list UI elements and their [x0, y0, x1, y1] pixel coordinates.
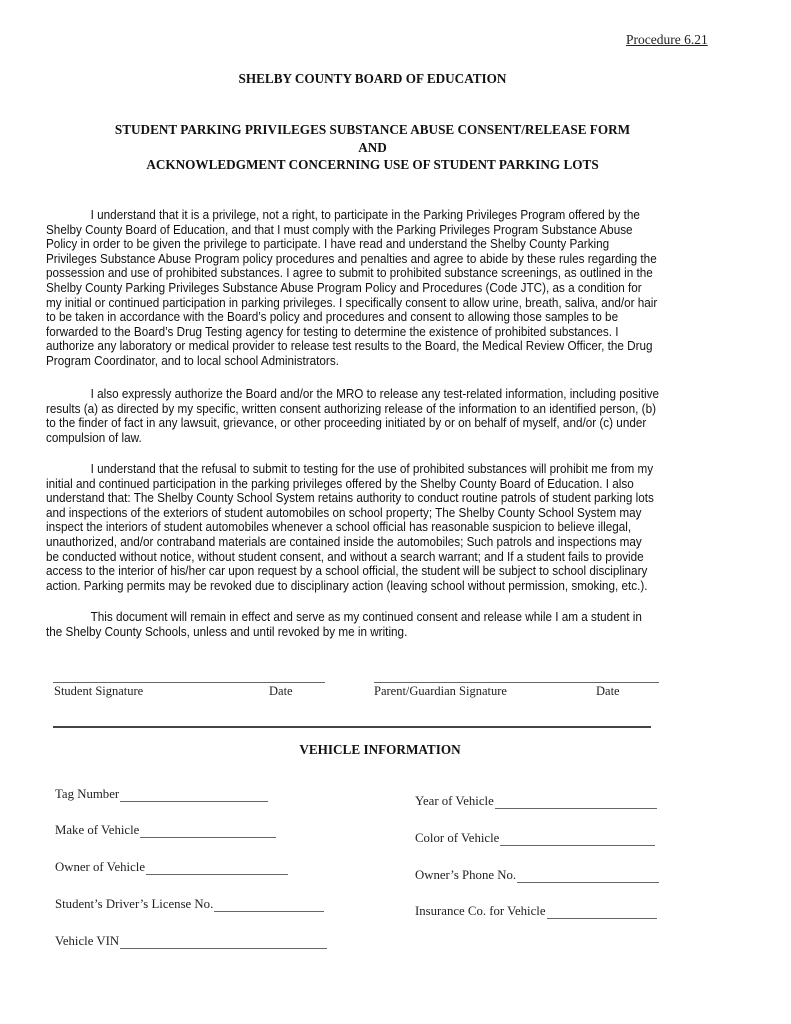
- consent-paragraph: [46, 208, 722, 369]
- year-of-vehicle-label: Year of Vehicle: [415, 794, 494, 808]
- paragraph-line: possession and use of prohibited substances. I agree to submit to prohibited substance screenings, as outlined in the: [46, 266, 653, 281]
- vehicle-vin-input[interactable]: [120, 936, 327, 949]
- make-of-vehicle-input[interactable]: [140, 825, 276, 838]
- color-of-vehicle-input[interactable]: [500, 833, 655, 846]
- paragraph-line: forwarded to the Board’s Drug Testing agency for testing to determine the existence of prohibited substances. I: [46, 324, 619, 339]
- form-title-line-3: ACKNOWLEDGMENT CONCERNING USE OF STUDENT PARKING LOTS: [146, 157, 599, 172]
- paragraph-line: Policy in order to be given the privilege to participate. I have read and understand the Shelby County Parking: [46, 237, 610, 252]
- paragraph-line: compulsion of law.: [46, 430, 142, 445]
- board-title: SHELBY COUNTY BOARD OF EDUCATION: [238, 71, 507, 86]
- parent-signature-label: Parent/Guardian Signature: [374, 684, 507, 698]
- effect-duration-paragraph: [46, 610, 722, 639]
- paragraph-line: and inspections of the exteriors of student automobiles on school property; The Shelby County School System may: [46, 505, 642, 520]
- color-of-vehicle-field[interactable]: [415, 831, 655, 846]
- vehicle-vin-label: Vehicle VIN: [55, 934, 120, 948]
- tag-number-input[interactable]: [120, 789, 268, 802]
- procedure-number: Procedure 6.21: [626, 32, 708, 47]
- paragraph-line: to be taken in accordance with the Board’s policy and procedures and consent to allowing those samples to be: [46, 310, 619, 325]
- student-date-label: Date: [269, 684, 293, 698]
- form-title-line-1: STUDENT PARKING PRIVILEGES SUBSTANCE ABUSE CONSENT/RELEASE FORM: [114, 122, 631, 137]
- form-title-line-2: AND: [358, 140, 387, 155]
- owners-phone-label: Owner’s Phone No.: [415, 868, 517, 882]
- vehicle-vin-field[interactable]: [55, 934, 327, 949]
- paragraph-line: I understand that the refusal to submit to testing for the use of prohibited substances will prohibit me from my: [90, 462, 654, 476]
- make-of-vehicle-field[interactable]: [55, 823, 276, 838]
- year-of-vehicle-field[interactable]: [415, 794, 657, 809]
- color-of-vehicle-label: Color of Vehicle: [415, 831, 500, 845]
- release-authorization-paragraph: [46, 387, 722, 445]
- paragraph-line: I understand that it is a privilege, not a right, to participate in the Parking Privileges Program offered by the: [90, 208, 640, 222]
- paragraph-line: my initial or continued participation in parking privileges. I specifically consent to allow urine, breath, saliva, and/or hair: [46, 295, 658, 310]
- paragraph-line: to the finder of fact in any lawsuit, grievance, or other proceeding initiated by or on behalf of myself, and/or (c) under: [46, 416, 647, 431]
- paragraph-line: the Shelby County Schools, unless and until revoked by me in writing.: [46, 624, 408, 639]
- refusal-acknowledgment-paragraph: [46, 462, 722, 593]
- paragraph-line: initial and continued participation in the parking privileges offered by the Shelby County Board of Education. I also: [46, 476, 634, 491]
- student-signature-label: Student Signature: [54, 684, 144, 698]
- owner-of-vehicle-label: Owner of Vehicle: [55, 860, 146, 874]
- year-of-vehicle-input[interactable]: [495, 796, 657, 809]
- owners-phone-input[interactable]: [517, 870, 659, 883]
- paragraph-line: Shelby County Board of Education, and that I must comply with the Parking Privileges Program Substance Abuse: [46, 222, 633, 237]
- owner-of-vehicle-input[interactable]: [146, 862, 288, 875]
- tag-number-label: Tag Number: [55, 787, 120, 801]
- paragraph-line: inspect the interiors of student automobiles whenever a school official has reasonable suspicion to believe illegal,: [46, 520, 632, 535]
- insurance-company-field[interactable]: [415, 904, 657, 919]
- parent-signature-line[interactable]: [374, 682, 659, 683]
- paragraph-line: Shelby County Parking Privileges Substance Abuse Program Policy and Procedures (Code JTC), as a condition for: [46, 280, 642, 295]
- owners-phone-field[interactable]: [415, 868, 659, 883]
- paragraph-line: This document will remain in effect and serve as my continued consent and release while I am a student in: [90, 610, 642, 624]
- drivers-license-input[interactable]: [214, 899, 324, 912]
- paragraph-line: unauthorized, and/or contraband materials are contained inside the automobiles; Such patrols and inspections may: [46, 534, 642, 549]
- vehicle-information-heading: VEHICLE INFORMATION: [299, 742, 461, 757]
- paragraph-line: access to the interior of his/her car upon request by a school official, the student will be subject to school disciplinary: [46, 564, 648, 579]
- paragraph-line: Privileges Substance Abuse Program policy procedures and penalties and agree to abide by these rules regarding the: [46, 251, 657, 266]
- paragraph-line: be conducted without notice, without student consent, and without a search warrant; and If a student fails to provide: [46, 549, 644, 564]
- student-signature-line[interactable]: [53, 682, 325, 683]
- drivers-license-field[interactable]: [55, 897, 324, 912]
- parent-date-label: Date: [596, 684, 620, 698]
- section-divider: [53, 726, 651, 728]
- paragraph-line: Program Coordinator, and to local school Administrators.: [46, 353, 339, 368]
- paragraph-line: I also expressly authorize the Board and/or the MRO to release any test-related information, including positive: [90, 387, 659, 401]
- paragraph-line: results (a) as directed by my specific, written consent authorizing release of the information to an identified person, (b): [46, 401, 656, 416]
- paragraph-line: authorize any laboratory or medical provider to release test results to the Board, the Medical Review Officer, the Drug: [46, 339, 653, 354]
- owner-of-vehicle-field[interactable]: [55, 860, 288, 875]
- drivers-license-label: Student’s Driver’s License No.: [55, 897, 214, 911]
- insurance-company-label: Insurance Co. for Vehicle: [415, 904, 546, 918]
- insurance-company-input[interactable]: [547, 906, 657, 919]
- tag-number-field[interactable]: [55, 787, 268, 802]
- paragraph-line: understand that: The Shelby County School System retains authority to conduct routine patrols of student parking lots: [46, 491, 654, 506]
- make-of-vehicle-label: Make of Vehicle: [55, 823, 140, 837]
- paragraph-line: action. Parking permits may be revoked due to disciplinary action (leaving school without permission, smoking, etc.).: [46, 578, 648, 593]
